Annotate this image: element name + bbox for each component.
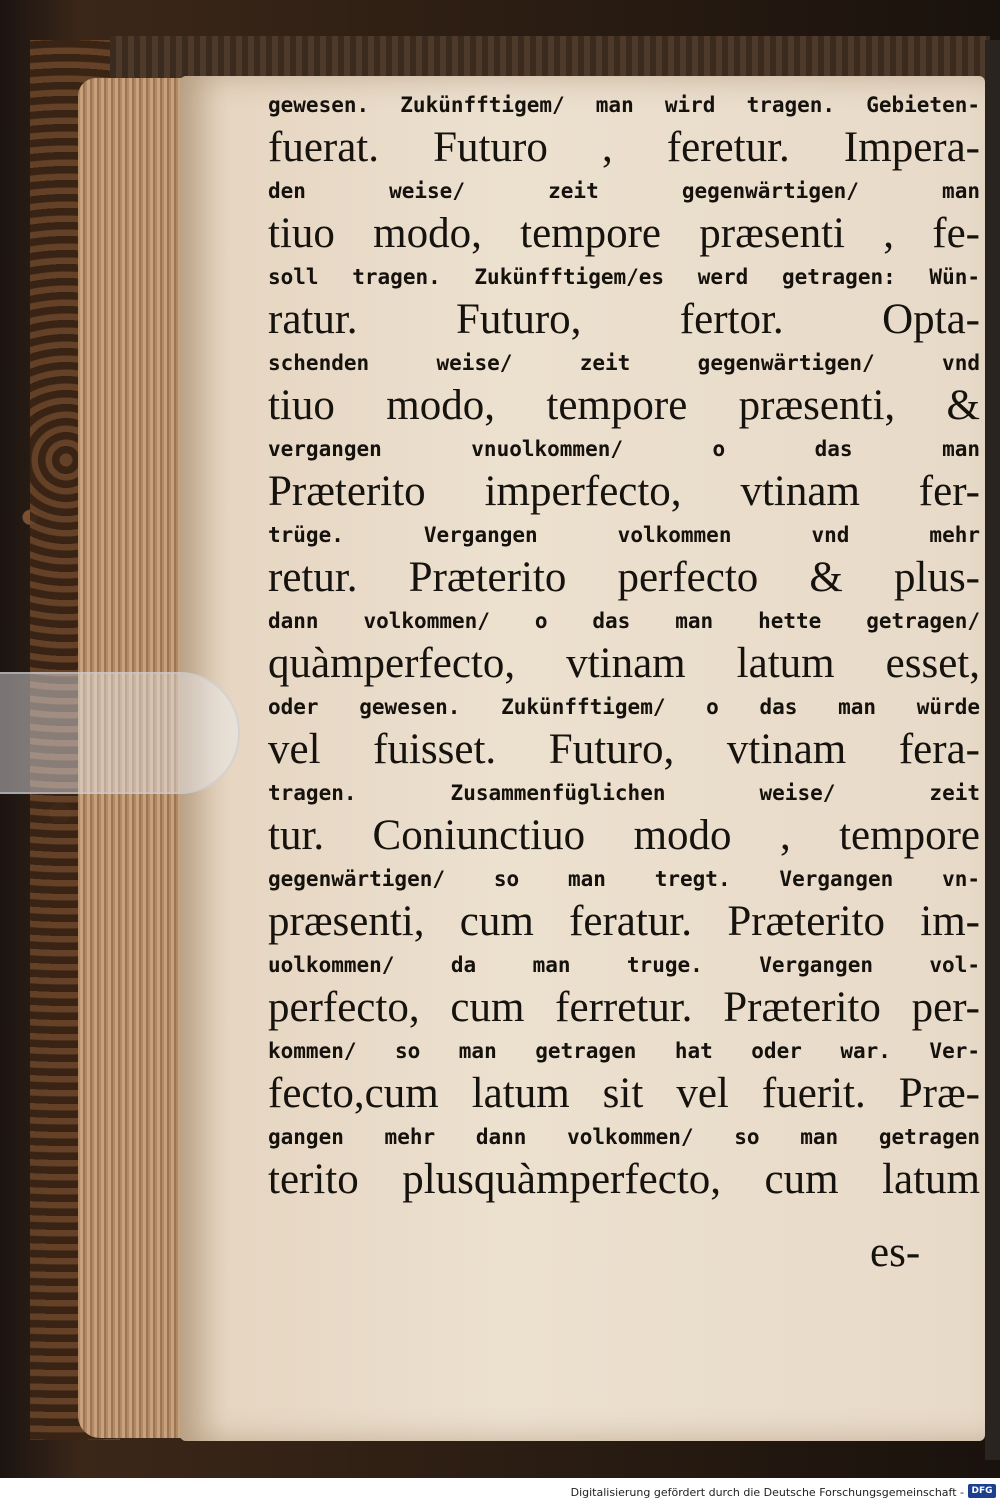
- latin-text-line: tiuo modo, tempore præsenti, &: [268, 382, 980, 429]
- line-pair: [268, 1122, 980, 1208]
- text-block: [268, 90, 980, 1208]
- latin-text-line: ratur. Futuro, fertor. Opta-: [268, 296, 980, 343]
- german-gloss-line: kommen/ so man getragen hat oder war. Ver-: [268, 1039, 980, 1063]
- latin-text-line: Præterito imperfecto, vtinam fer-: [268, 468, 980, 515]
- line-pair: [268, 778, 980, 864]
- line-pair: [268, 262, 980, 348]
- latin-text-line: perfecto, cum ferretur. Præterito per-: [268, 984, 980, 1031]
- line-pair: [268, 692, 980, 778]
- german-gloss-line: dann volkommen/ o das man hette getragen/: [268, 609, 980, 633]
- latin-text-line: fuerat. Futuro , feretur. Impera-: [268, 124, 980, 171]
- german-gloss-line: trüge. Vergangen volkommen vnd mehr: [268, 523, 980, 547]
- german-gloss-line: gangen mehr dann volkommen/ so man getragen: [268, 1125, 980, 1149]
- latin-text-line: præsenti, cum feratur. Præterito im-: [268, 898, 980, 945]
- latin-text-line: tur. Coniunctiuo modo , tempore: [268, 812, 980, 859]
- german-gloss-line: gewesen. Zukünfftigem/ man wird tragen. Gebieten-: [268, 93, 980, 117]
- german-gloss-line: den weise/ zeit gegenwärtigen/ man: [268, 179, 980, 203]
- line-pair: [268, 90, 980, 176]
- german-gloss-line: schenden weise/ zeit gegenwärtigen/ vnd: [268, 351, 980, 375]
- line-pair: [268, 606, 980, 692]
- dfg-logo-icon: DFG: [968, 1484, 996, 1498]
- german-gloss-line: vergangen vnuolkommen/ o das man: [268, 437, 980, 461]
- line-pair: [268, 864, 980, 950]
- german-gloss-line: tragen. Zusammenfüglichen weise/ zeit: [268, 781, 980, 805]
- latin-text-line: quàmperfecto, vtinam latum esset,: [268, 640, 980, 687]
- latin-text-line: vel fuisset. Futuro, vtinam fera-: [268, 726, 980, 773]
- latin-text-line: retur. Præterito perfecto & plus-: [268, 554, 980, 601]
- german-gloss-line: gegenwärtigen/ so man tregt. Vergangen vn-: [268, 867, 980, 891]
- line-pair: [268, 950, 980, 1036]
- book-cover-right: [985, 40, 1000, 1460]
- page-clip: [0, 672, 240, 794]
- footer-credit: Digitalisierung gefördert durch die Deutsche Forschungsgemeinschaft -: [570, 1486, 964, 1499]
- latin-text-line: terito plusquàmperfecto, cum latum: [268, 1156, 980, 1203]
- german-gloss-line: oder gewesen. Zukünfftigem/ o das man würde: [268, 695, 980, 719]
- line-pair: [268, 176, 980, 262]
- german-gloss-line: uolkommen/ da man truge. Vergangen vol-: [268, 953, 980, 977]
- footer: [0, 1478, 1000, 1505]
- latin-text-line: tiuo modo, tempore præsenti , fe-: [268, 210, 980, 257]
- line-pair: [268, 348, 980, 434]
- line-pair: [268, 1036, 980, 1122]
- line-pair: [268, 520, 980, 606]
- german-gloss-line: soll tragen. Zukünfftigem/es werd getragen: Wün-: [268, 265, 980, 289]
- catchword: es-: [870, 1229, 921, 1276]
- latin-text-line: fecto,cum latum sit vel fuerit. Præ-: [268, 1070, 980, 1117]
- line-pair: [268, 434, 980, 520]
